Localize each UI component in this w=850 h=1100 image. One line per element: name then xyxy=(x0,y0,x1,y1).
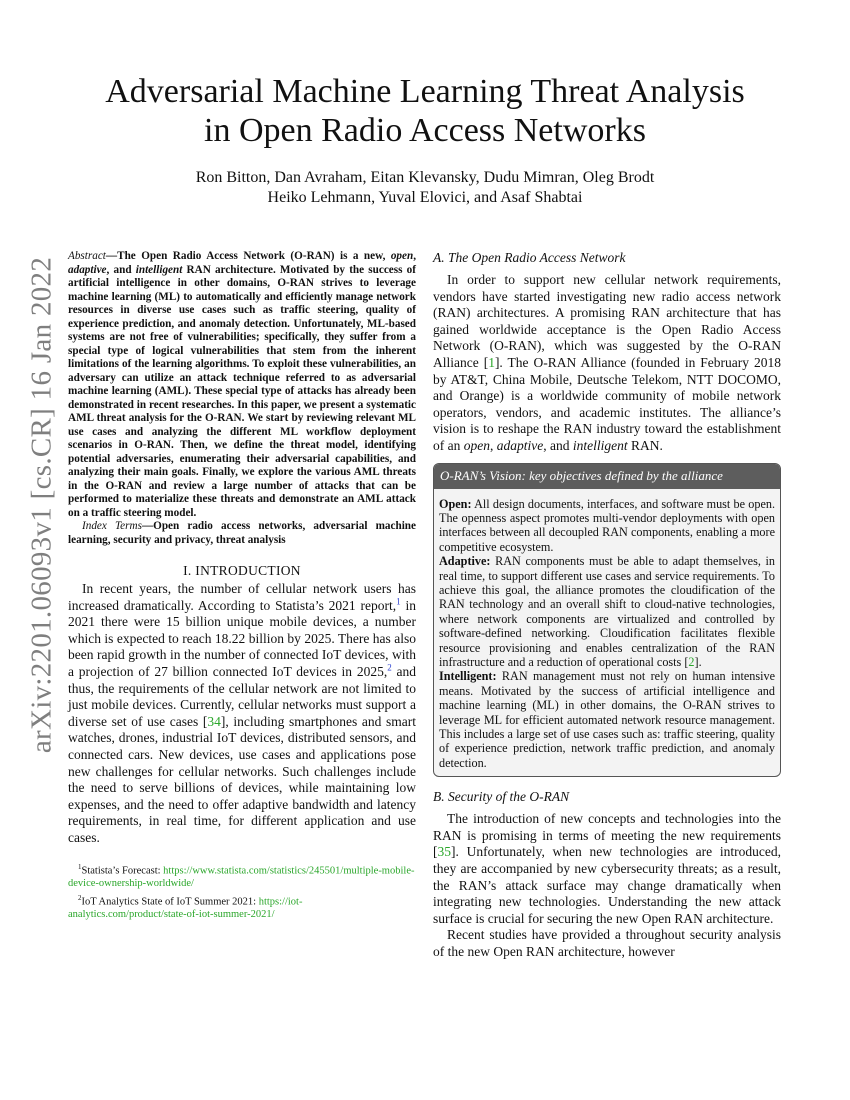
footnotes xyxy=(68,861,416,922)
abstract: Abstract—The Open Radio Access Network (O-RAN) is a new, open, adaptive, and intelligent RAN architecture. Motivated by the success of artificial intelligence in other domains, O-RAN strives to leverage machine learning (ML) to automatically and efficiently manage network resources in diverse use cases such as traffic steering, quality of experience prediction, and anomaly detection. Unfortunately, ML-based systems are not free of vulnerabilities; specifically, they suffer from a special type of logical vulnerabilities that stem from the inherent limitations of the learning algorithms. To exploit these vulnerabilities, an adversary can utilize an attack technique referred to as adversarial machine learning (AML). These special type of attacks has already been demonstrated in recent researches. In this paper, we present a systematic AML threat analysis for the O-RAN. We start by reviewing relevant ML use cases and analyzing the different ML workflow deployment scenarios in O-RAN. Then, we define the threat model, identifying potential adversaries, enumerating their adversarial capabilities, and analyzing their main goals. Finally, we explore the various AML threats in the O-RAN and review a large number of attacks that can be performed to materialize these threats and demonstrate an AML attack on a traffic steering model. xyxy=(68,250,416,519)
citation-link-1[interactable]: 1 xyxy=(488,354,495,370)
title-line-2: in Open Radio Access Networks xyxy=(204,112,646,149)
section-a-heading: A. The Open Radio Access Network xyxy=(433,250,626,265)
footnote-link-1[interactable]: 1 xyxy=(396,596,401,607)
left-column xyxy=(68,250,416,924)
section-b-paragraph-1: The introduction of new concepts and technologies into the RAN is promising in terms of meeting the new requirements [35]. Unfortunately, when new technologies are introduced, they are accompanied by new cybersecurity threats; as a result, the RAN’s attack surface may change dramatically when integrating new technologies. Understanding the new attack surface is crucial for securing the new Open RAN architecture. xyxy=(433,811,781,926)
vision-box-title: O-RAN’s Vision: key objectives defined by the alliance xyxy=(434,464,780,489)
right-column xyxy=(433,250,781,961)
citation-link-34[interactable]: 34 xyxy=(207,713,221,729)
introduction-heading: I. INTRODUCTION xyxy=(183,563,301,578)
authors-line-1: Ron Bitton, Dan Avraham, Eitan Klevansky, Dudu Mimran, Oleg Brodt xyxy=(195,169,655,186)
authors-line-2: Heiko Lehmann, Yuval Elovici, and Asaf Shabtai xyxy=(267,189,583,206)
vision-adaptive: Adaptive: RAN components must be able to adapt themselves, in real time, to support different use cases and service requirements. To achieve this goal, the alliance promotes the cloudification of the RAN technology and an overall shift to cloud-native technologies, where network components are virtualized and controlled by software-defined networking. Cloudification facilitates flexible resource provisioning and enables centralization of the RAN infrastructure and a reduction of operational costs [2]. xyxy=(439,554,775,669)
paper-title xyxy=(60,72,790,150)
index-terms-lead: Index Terms xyxy=(82,520,142,532)
vision-open: Open: All design documents, interfaces, and software must be open. The openness aspect promotes multi-vendor deployments with open interfaces between all decoupled RAN components, enabling a more competitive ecosystem. xyxy=(439,496,775,554)
index-terms: Index Terms—Open radio access networks, adversarial machine learning, security and privacy, threat analysis xyxy=(68,520,416,546)
vision-box-body xyxy=(434,489,780,777)
author-list xyxy=(60,168,790,208)
section-b-paragraph-2: Recent studies have provided a throughout security analysis of the new Open RAN architecture, however xyxy=(433,927,781,959)
footnote-2: $^2$IoT Analytics State of IoT Summer 2021: https://iot-analytics.com/product/state-of-iot-summer-2021/ xyxy=(68,894,303,920)
footnote-link-2[interactable]: 2 xyxy=(387,662,392,673)
section-a-paragraph: In order to support new cellular network requirements, vendors have started investigating new radio access network (RAN) architectures. A promising RAN architecture that has gained worldwide acceptance is the Open Radio Access Network (O-RAN), which was suggested by the O-RAN Alliance [1]. The O-RAN Alliance (founded in February 2018 by AT&T, China Mobile, Deutsche Telekom, NTT DOCOMO, and Orange) is a worldwide community of mobile network operators, vendors, and academic institutes. The alliance’s vision is to reshape the RAN industry toward the establishment of an open, adaptive, and intelligent RAN. xyxy=(433,272,781,453)
citation-link-2[interactable]: 2 xyxy=(688,655,695,669)
arxiv-stamp-text: arXiv:2201.06093v1 [cs.CR] 16 Jan 2022 xyxy=(25,256,58,754)
vision-box xyxy=(433,463,781,778)
citation-link-35[interactable]: 35 xyxy=(437,844,451,860)
abstract-lead: Abstract xyxy=(68,250,106,262)
section-b-heading: B. Security of the O-RAN xyxy=(433,789,570,805)
footnote-1: $^1$Statista’s Forecast: https://www.statista.com/statistics/245501/multiple-mobile-device-ownership-worldwide/ xyxy=(68,862,415,889)
footnote-1-url[interactable]: https://www.statista.com/statistics/245501/multiple-mobile-device-ownership-worldwide/ xyxy=(68,865,415,889)
vision-intelligent: Intelligent: RAN management must not rely on human intensive means. Motivated by the success of artificial intelligence and machine learning (ML) in other domains, the O-RAN strives to leverage ML for efficient automated network resource management. This includes a large set of use cases such as: traffic steering, quality of experience prediction, network traffic prediction, and anomaly detection. xyxy=(439,669,775,770)
title-line-1: Adversarial Machine Learning Threat Analysis xyxy=(105,73,745,110)
footnote-2-url[interactable]: https://iot-analytics.com/product/state-of-iot-summer-2021/ xyxy=(68,896,303,920)
introduction-paragraph: In recent years, the number of cellular network users has increased dramatically. According to Statista’s 2021 report,$^1$ in 2021 there were 15 billion unique mobile devices, a number which is expected to reach 18.22 billion by 2025. There has also been rapid growth in the number of connected IoT devices, with a projection of 27 billion connected IoT devices in 2025,$^2$ and thus, the requirements of the cellular network are not limited to just mobile devices. Currently, cellular networks must support a diverse set of use cases [34], including smartphones and smart watches, drones, industrial IoT devices, distributed sensors, and connected cars. New devices, use cases and applications pose new challenges for cellular networks. Such challenges include the need to serve billions of devices, while maintaining low expenses, and the need to offer adaptive bandwidth and latency requirements, in real time, for different application and use cases. xyxy=(68,581,416,845)
arxiv-stamp xyxy=(20,256,64,754)
